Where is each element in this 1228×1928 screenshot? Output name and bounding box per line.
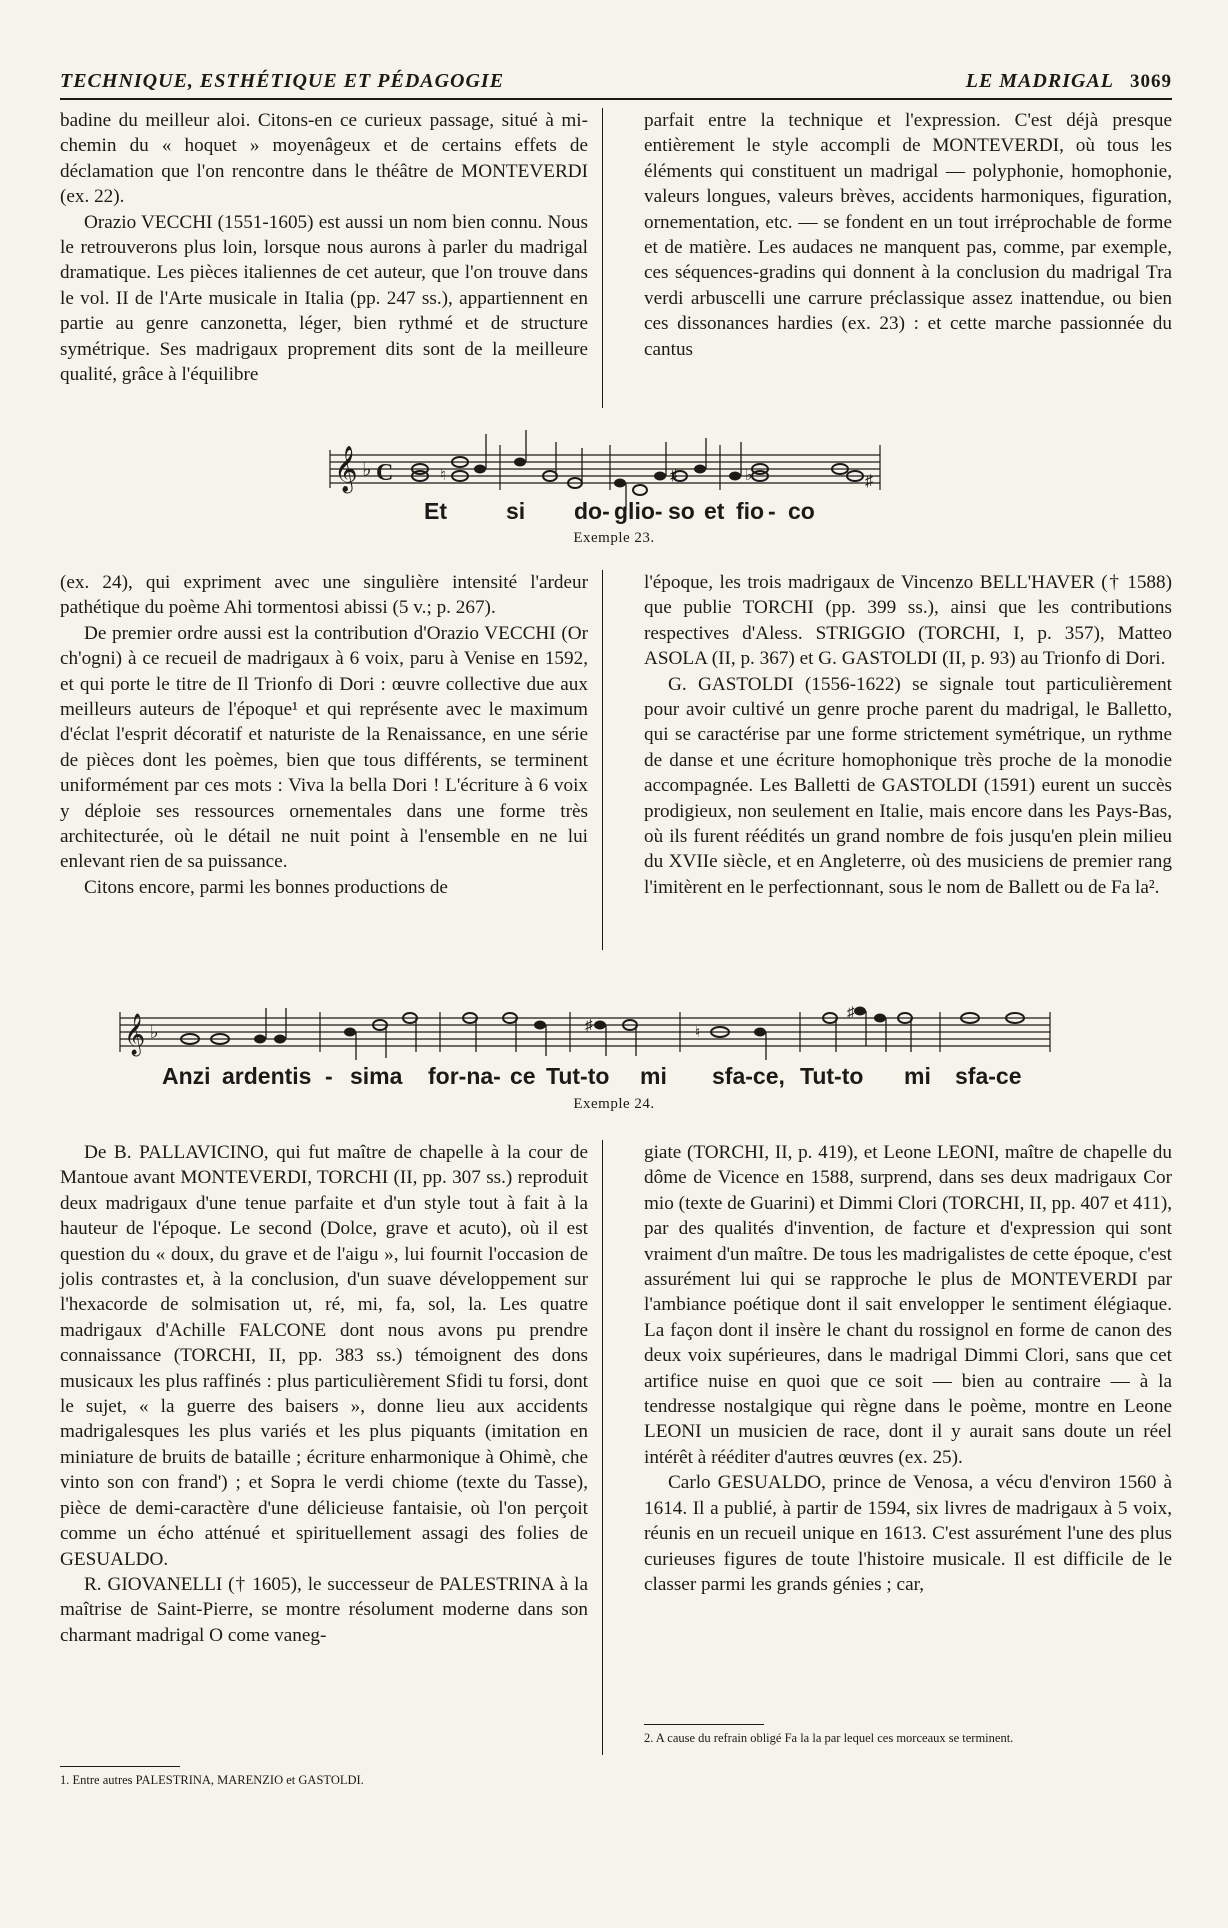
column-divider	[602, 1140, 603, 1755]
example-23-lyrics	[0, 498, 1228, 528]
running-header	[60, 70, 1172, 93]
lyric-syllable: -	[325, 1063, 333, 1089]
lyric-syllable: Tut-to	[546, 1063, 610, 1089]
header-title-right: LE MADRIGAL	[965, 70, 1114, 92]
top-left-column	[60, 108, 588, 387]
svg-text:♯: ♯	[670, 467, 678, 484]
paragraph: De B. PALLAVICINO, qui fut maître de chapelle à la cour de Mantoue avant MONTEVERDI, TORCHI (II, pp. 307 ss.) reproduit deux madrigaux d'une tenue parfaite et d'un style tout à fait à la hauteur de l'époque. Le second (Dolce, grave et acuto), où il est question du « doux, du grave et de l'aigu », lui fournit l'occasion de jolis contrastes et, à la conclusion, d'un suave développement sur l'hexacorde de solmisation ut, ré, mi, fa, sol, la. Les quatre madrigaux d'Achille FALCONE dont nous avons pu prendre connaissance (TORCHI, II, pp. 383 ss.) témoignent des dons musicaux les plus raffinés : plus particulièrement Sfidi tu forsi, dont le sujet, « la guerre des baisers », donne lieu aux accidents madrigalesques les plus variés et les plus piquants (imitation en miniature de bruits de bataille ; écriture enharmonique à Ohimè, che vinto son con frand') ; et Sopra le verdi chiome (texte du Tasse), pièce de demi-caractère d'une délicieuse fantaisie, où l'on perçoit comme un écho atténué et spirituellement assagi des folies de GESUALDO.	[60, 1142, 588, 1570]
column-divider	[602, 570, 603, 950]
lyric-syllable: co	[788, 498, 815, 524]
lyric-syllable: Anzi	[162, 1063, 211, 1089]
paragraph: De premier ordre aussi est la contribution d'Orazio VECCHI (Or ch'ogni) à ce recueil de madrigaux à 6 voix, paru à Venise en 1592, et qui porte le titre de Il Trionfo di Dori : œuvre collective due aux meilleurs auteurs de l'époque¹ et qui représente avec le maximum d'éclat l'esprit décoratif et naturiste de la Renaissance, en une série de pièces dont les poèmes, bien que tous différents, se terminent uniformément par ces mots : Viva la bella Dori ! L'écriture à 6 voix y déploie ses ressources ornementales dans une forme très architecturée, où le détail ne nuit point à l'ensemble en ne lui enlevant rien de sa puissance.	[60, 622, 588, 873]
svg-text:♯: ♯	[847, 1005, 855, 1021]
svg-text:♭: ♭	[745, 467, 753, 484]
paragraph: l'époque, les trois madrigaux de Vincenzo BELL'HAVER († 1588) que publie TORCHI (pp. 399 ss.), ainsi que les contributions respectives d'Aless. STRIGGIO (TORCHI, I, p. 357), Matteo ASOLA (II, p. 367) et G. GASTOLDI (II, p. 93) au Trionfo di Dori.	[644, 572, 1172, 670]
footnote-2: 2. A cause du refrain obligé Fa la la par lequel ces morceaux se terminent.	[644, 1731, 1014, 1745]
svg-text:𝄞: 𝄞	[124, 1014, 146, 1054]
lyric-syllable: ardentis	[222, 1063, 312, 1089]
paragraph: Orazio VECCHI (1551-1605) est aussi un nom bien connu. Nous le retrouverons plus loin, lorsque nous aurons à parler du madrigal dramatique. Les pièces italiennes de cet auteur, que l'on trouve dans le vol. II de l'Arte musicale in Italia (pp. 247 ss.), appartiennent en partie au genre canzonetta, léger, bien rythmé et de structure symétrique. Ses madrigaux proprement dits sont de la meilleure qualité, grâce à l'équilibre	[60, 211, 588, 386]
lyric-syllable: mi	[640, 1063, 667, 1089]
example-24-caption: Exemple 24.	[573, 1096, 655, 1112]
svg-text:♮: ♮	[695, 1025, 701, 1041]
paragraph: badine du meilleur aloi. Citons-en ce curieux passage, situé à mi-chemin du « hoquet » moyenâgeux et de certains effets de déclamation que l'on rencontre dans le théâtre de MONTEVERDI (ex. 22).	[60, 110, 588, 208]
example-24-score	[110, 1000, 1070, 1070]
middle-right-column	[644, 570, 1172, 900]
svg-text:♭: ♭	[362, 459, 372, 481]
bottom-right-column	[644, 1140, 1172, 1597]
footnote-rule	[60, 1766, 180, 1767]
lyric-syllable: Tut-to	[800, 1063, 864, 1089]
page-number: 3069	[1130, 71, 1172, 92]
lyric-syllable: sfa-ce,	[712, 1063, 785, 1089]
lyric-syllable: sima	[350, 1063, 403, 1089]
lyric-syllable: fio	[736, 498, 765, 524]
paragraph: Citons encore, parmi les bonnes productions de	[84, 876, 448, 898]
bottom-left-column	[60, 1140, 588, 1648]
lyric-syllable: mi	[904, 1063, 931, 1089]
example-23-caption: Exemple 23.	[573, 530, 655, 546]
footnote-rule	[644, 1724, 764, 1725]
paragraph: G. GASTOLDI (1556-1622) se signale tout particulièrement pour avoir cultivé un genre proche parent du madrigal, le Balletto, qui se caractérise par une forme strictement symétrique, un rythme de danse et une écriture homophonique très proche de la monodie accompagnée. Les Balletti de GASTOLDI (1591) eurent un succès prodigieux, non seulement en Italie, mais encore dans les Pays-Bas, où ils furent réédités un grand nombre de fois jusqu'en plein milieu du XVIIe siècle, et en Angleterre, où des musiciens de premier rang l'imitèrent en le perfectionnant, sous le nom de Ballett ou de Fa la².	[644, 673, 1172, 898]
paragraph: R. GIOVANELLI († 1605), le successeur de PALESTRINA à la maîtrise de Saint-Pierre, se montre résolument moderne dans son charmant madrigal O come vaneg-	[60, 1573, 588, 1646]
header-title-left: TECHNIQUE, ESTHÉTIQUE ET PÉDAGOGIE	[60, 70, 505, 92]
lyric-syllable: -	[768, 498, 776, 524]
music-staff-24	[110, 1000, 1070, 1070]
lyric-syllable: ce	[510, 1063, 536, 1089]
middle-left-column	[60, 570, 588, 900]
svg-text:C: C	[376, 460, 394, 486]
svg-text:♯: ♯	[585, 1018, 593, 1034]
svg-text:♭: ♭	[150, 1022, 159, 1042]
example-24-lyrics	[0, 1063, 1228, 1093]
paragraph: (ex. 24), qui expriment avec une singulière intensité l'ardeur pathétique du poème Ahi tormentosi abissi (5 v.; p. 267).	[60, 572, 588, 619]
svg-text:𝄞: 𝄞	[334, 446, 358, 492]
paragraph: parfait entre la technique et l'expression. C'est déjà presque entièrement le style accompli de MONTEVERDI, où tous les éléments qui constituent un madrigal — polyphonie, homophonie, valeurs longues, valeurs brèves, accidents harmoniques, figuration, ornementation, etc. — se fondent en un tout irréprochable de forme et de matière. Les audaces ne manquent pas, comme, par exemple, ces séquences-gradins qui donnent à la conclusion du madrigal Tra verdi arbuscelli une carrure préclassique assez inattendue, ou bien ces dissonances hardies (ex. 23) : et cette marche passionnée du cantus	[644, 110, 1172, 360]
lyric-syllable: Et	[424, 498, 447, 524]
footnote-1: 1. Entre autres PALESTRINA, MARENZIO et GASTOLDI.	[60, 1773, 364, 1787]
lyric-syllable: do-	[574, 498, 610, 524]
paragraph: Carlo GESUALDO, prince de Venosa, a vécu d'environ 1560 à 1614. Il a publié, à partir de 1594, six livres de madrigaux à 5 voix, réunis en un recueil unique en 1613. C'est assurément l'une des plus curieuses figures de toute l'histoire musicale. Il est difficile de le classer parmi les grands génies ; car,	[644, 1472, 1172, 1595]
lyric-syllable: so	[668, 498, 695, 524]
lyric-syllable: et	[704, 498, 725, 524]
lyric-syllable: glio-	[614, 498, 663, 524]
svg-text:♯: ♯	[865, 473, 873, 490]
column-divider	[602, 108, 603, 408]
lyric-syllable: si	[506, 498, 526, 524]
lyric-syllable: for-na-	[428, 1063, 501, 1089]
top-right-column	[644, 108, 1172, 362]
header-rule	[60, 98, 1172, 100]
svg-text:♮: ♮	[440, 467, 446, 484]
lyric-syllable: sfa-ce	[955, 1063, 1022, 1089]
paragraph: giate (TORCHI, II, p. 419), et Leone LEONI, maître de chapelle du dôme de Vicence en 1588, surprend, dans ses deux madrigaux Cor mio (texte de Guarini) et Dimmi Clori (TORCHI, II, pp. 407 et 411), par des qualités d'invention, de facture et d'expression qui sont vraiment d'un maître. De tous les madrigalistes de cette époque, c'est assurément lui qui se rapproche le plus de MONTEVERDI par l'ambiance poétique dont il sait envelopper le sentiment élégiaque. La façon dont il insère le chant du rossignol en forme de canon des deux voix supérieures, dans le madrigal Dimmi Clori, sans que cet artifice nuise en quoi que ce soit — bien au contraire — à la tendresse nostalgique qui règne dans le poème, montre en Leone LEONI un musicien de race, dont il y aurait sans doute un réel intérêt à rééditer d'autres œuvres (ex. 25).	[644, 1142, 1173, 1468]
